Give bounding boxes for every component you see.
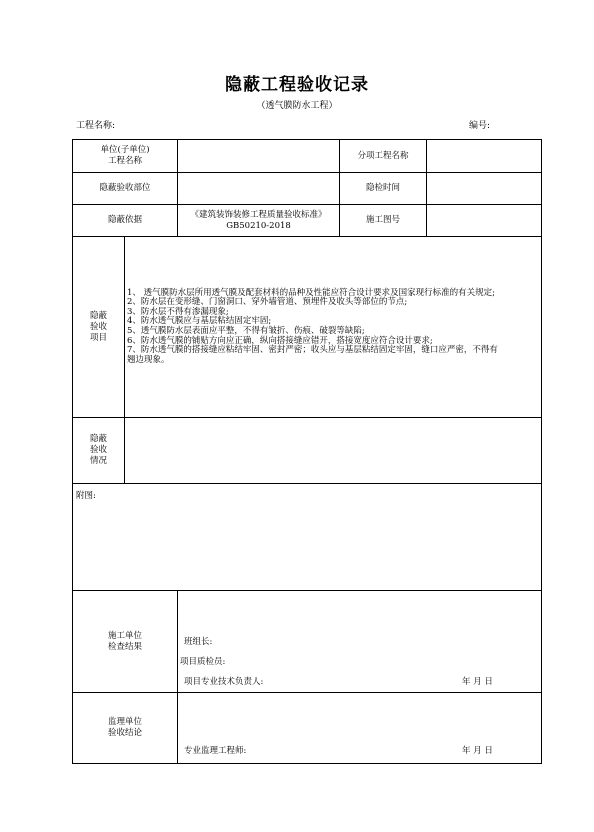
unit-project-name-value[interactable] <box>178 140 340 173</box>
requirement-item: 7、防水透气膜的搭接缝应粘结牢固、密封严密；收头应与基层粘结固定牢固，缝口应严密，不得有 <box>127 345 498 356</box>
supervisor-conclusion-label: 监理单位 验收结论 <box>73 693 178 764</box>
inspection-time-label: 隐检时间 <box>340 173 427 205</box>
page-title: 隐蔽工程验收记录 <box>225 75 369 95</box>
requirement-item: 3、防水层不得有渗漏现象; <box>127 306 229 317</box>
acceptance-situation-value[interactable] <box>125 418 542 484</box>
technical-lead-label: 项目专业技术负责人: <box>184 677 264 687</box>
team-leader-label: 班组长: <box>184 637 213 647</box>
project-name-label: 工程名称: <box>76 121 116 131</box>
acceptance-situation-label: 隐蔽 验收 情况 <box>73 418 125 484</box>
hidden-acceptance-part-value[interactable] <box>178 173 340 205</box>
sub-project-name-label: 分项工程名称 <box>340 140 427 173</box>
serial-number-label: 编号: <box>469 121 491 131</box>
hidden-acceptance-part-label: 隐蔽验收部位 <box>73 173 178 205</box>
drawing-number-value[interactable] <box>427 205 542 237</box>
quality-inspector-label: 项目质检员: <box>180 657 226 667</box>
basis-value: 《建筑装饰装修工程质量验收标准》 GB50210-2018 <box>178 205 340 237</box>
requirement-item: 1、 透气膜防水层所用透气膜及配套材料的品种及性能应符合设计要求及国家现行标准的有关规定; <box>127 287 495 298</box>
basis-label: 隐蔽依据 <box>73 205 178 237</box>
supervisor-date: 年 月 日 <box>462 746 493 756</box>
attachment-area[interactable] <box>73 484 542 591</box>
contractor-date: 年 月 日 <box>462 677 493 687</box>
requirement-item: 2、防水层在变形缝、门窗洞口、穿外墙管道、预埋件及收头等部位的节点; <box>127 297 408 308</box>
requirement-item: 6、防水透气膜的铺贴方向应正确，纵向搭接缝应错开，搭接宽度应符合设计要求; <box>127 335 433 346</box>
requirement-item: 4、防水透气膜应与基层粘结固定牢固; <box>127 316 272 327</box>
requirement-item: 翘边现象。 <box>127 354 170 365</box>
acceptance-requirements <box>125 237 542 418</box>
attachment-label: 附图: <box>76 491 96 501</box>
unit-project-name-label: 单位(子单位) 工程名称 <box>73 140 178 173</box>
requirement-item: 5、透气膜防水层表面应平整，不得有皱折、伤痕、破裂等缺陷; <box>127 326 365 336</box>
supervisor-conclusion[interactable] <box>178 693 542 764</box>
contractor-check-result[interactable] <box>178 591 542 693</box>
inspection-time-value[interactable] <box>427 173 542 205</box>
drawing-number-label: 施工图号 <box>340 205 427 237</box>
sub-project-name-value[interactable] <box>427 140 542 173</box>
contractor-check-label: 施工单位 检查结果 <box>73 591 178 693</box>
page-subtitle: （透气膜防水工程） <box>256 101 338 111</box>
supervision-engineer-label: 专业监理工程师: <box>184 746 247 756</box>
acceptance-items-label: 隐蔽 验收 项目 <box>73 237 125 418</box>
inspection-record-table <box>72 139 542 764</box>
